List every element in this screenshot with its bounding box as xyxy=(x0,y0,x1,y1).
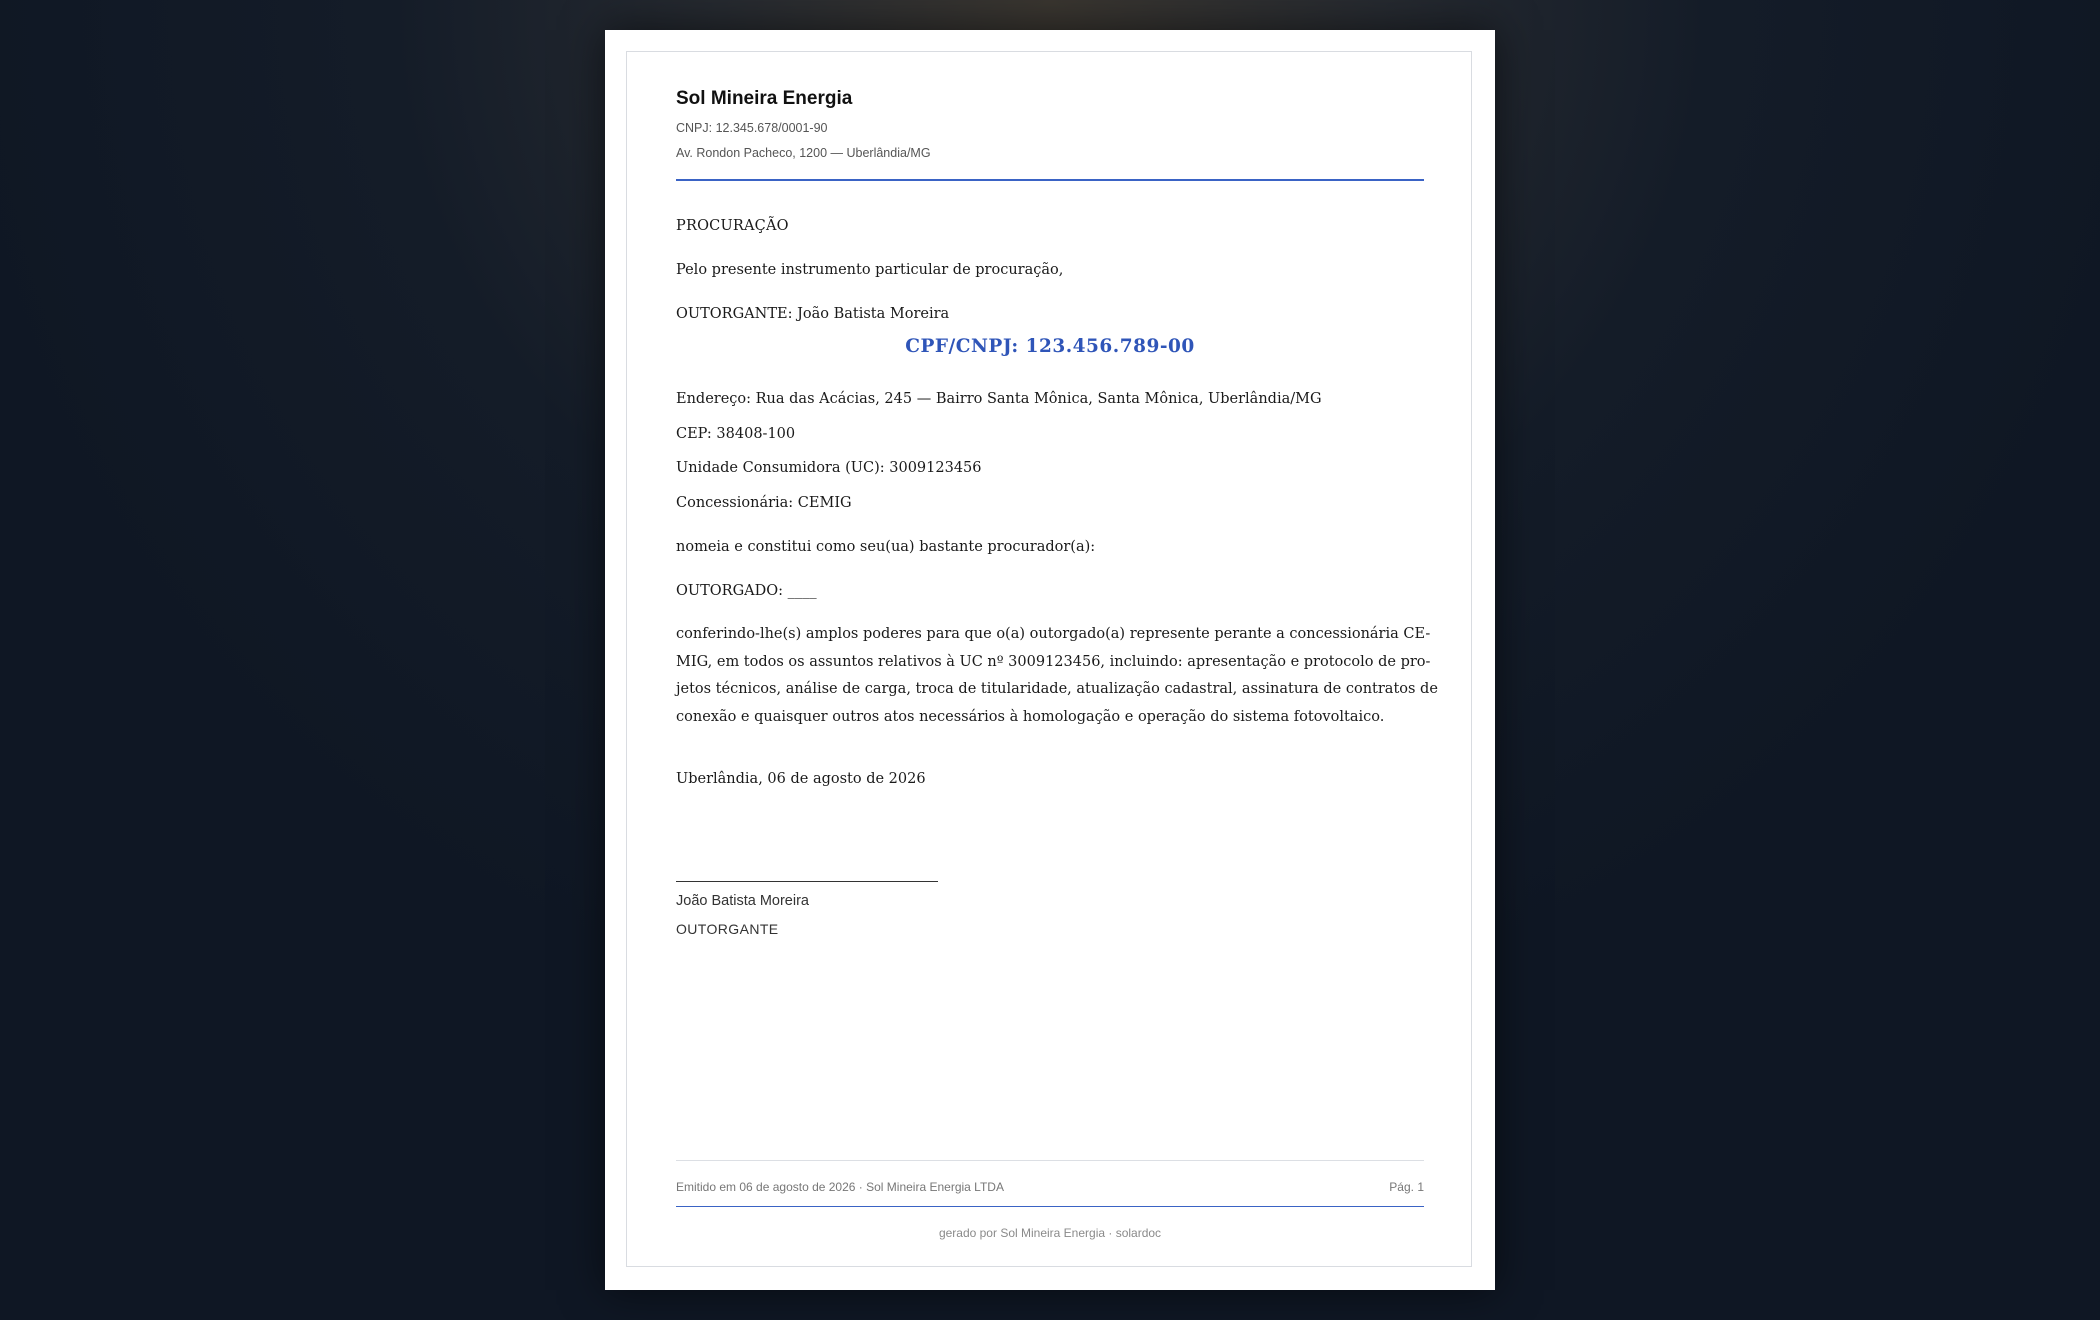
cep-line: CEP: 38408-100 xyxy=(676,426,796,442)
outorgado-line: OUTORGADO: ____ xyxy=(676,583,817,599)
outorgante-line: OUTORGANTE: João Batista Moreira xyxy=(676,306,950,322)
generated-by: gerado por Sol Mineira Energia · solardoc xyxy=(938,1226,1162,1240)
company-address: Av. Rondon Pacheco, 1200 — Uberlândia/MG xyxy=(676,146,931,160)
poderes-line: MIG, em todos os assuntos relativos à UC nº 3009123456, incluindo: apresentação e protocolo de pro- xyxy=(676,653,1431,670)
poderes-line: conferindo-lhe(s) amplos poderes para que o(a) outorgado(a) represente perante a concessionária CE- xyxy=(676,626,1431,642)
company-name: Sol Mineira Energia xyxy=(676,88,853,109)
header-divider xyxy=(676,179,1424,181)
footer-issued: Emitido em 06 de agosto de 2026 · Sol Mineira Energia LTDA xyxy=(676,1180,1004,1194)
signature-line xyxy=(676,881,938,882)
nomeia-text: nomeia e constitui como seu(ua) bastante procurador(a): xyxy=(676,539,1096,555)
cpf-cnpj-highlight: CPF/CNPJ: 123.456.789-00 xyxy=(905,336,1195,357)
unidade-consumidora-line: Unidade Consumidora (UC): 3009123456 xyxy=(676,460,982,476)
signature-name: João Batista Moreira xyxy=(676,893,809,909)
document-title: PROCURAÇÃO xyxy=(676,218,789,234)
date-place: Uberlândia, 06 de agosto de 2026 xyxy=(676,771,926,787)
endereco-line: Endereço: Rua das Acácias, 245 — Bairro Santa Mônica, Santa Mônica, Uberlândia/MG xyxy=(676,391,1322,407)
concessionaria-line: Concessionária: CEMIG xyxy=(676,495,852,511)
intro-text: Pelo presente instrumento particular de procuração, xyxy=(676,262,1064,278)
poderes-line: jetos técnicos, análise de carga, troca de titularidade, atualização cadastral, assinatura de contratos de xyxy=(676,681,1438,698)
poderes-line: conexão e quaisquer outros atos necessários à homologação e operação do sistema fotovoltaico. xyxy=(676,709,1385,726)
signature-role: OUTORGANTE xyxy=(676,921,779,937)
footer-divider xyxy=(676,1160,1424,1161)
poderes-paragraph xyxy=(676,621,1438,732)
document-page xyxy=(605,30,1495,1290)
footer-accent-divider xyxy=(676,1206,1424,1207)
footer-page-number: Pág. 1 xyxy=(1389,1180,1424,1194)
company-cnpj: CNPJ: 12.345.678/0001-90 xyxy=(676,121,828,135)
